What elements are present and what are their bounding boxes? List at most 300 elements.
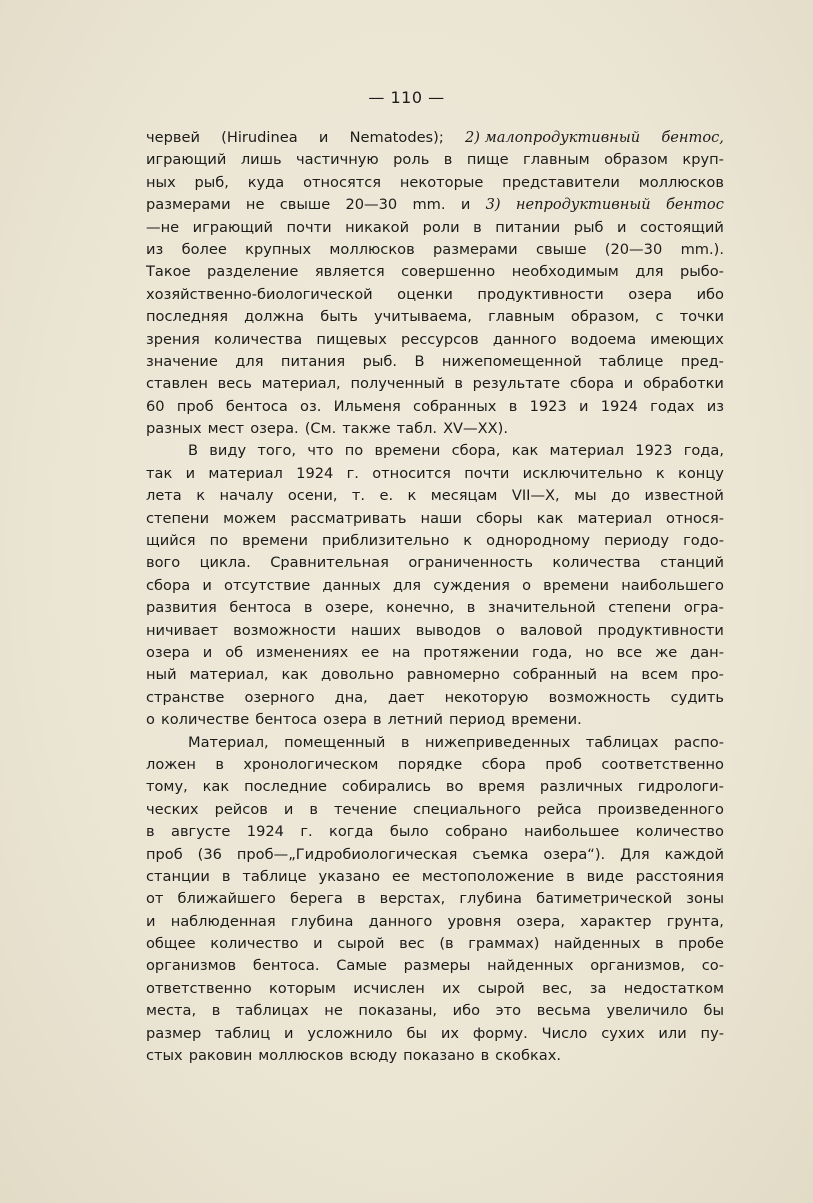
word: равномерно [406,666,500,684]
word: разделение [207,263,299,281]
word: значение [146,352,218,370]
word: сбора [146,576,191,594]
word: весьма [536,1002,591,1020]
text-line [146,821,724,843]
word: летний [387,711,443,729]
word: вого [146,554,181,572]
word: табл. [396,420,438,438]
word: времени. [511,711,582,729]
word: указано [318,867,381,885]
word: 1923 [529,397,567,415]
word: годо- [683,532,724,550]
word: во [445,778,464,796]
word: валовой [519,621,583,639]
text-line [146,575,724,597]
word: для [392,576,422,594]
word: данных [322,576,381,594]
text-line [146,239,724,261]
word: нижеприведенных [424,733,571,751]
word: хозяйственно-биологической [146,285,373,303]
word: к [407,487,417,505]
word: ответственно [146,979,252,997]
text-line [146,373,724,395]
word: для [235,352,264,370]
word: это [495,1002,522,1020]
word: количества [552,554,641,572]
word: ничивает [146,621,219,639]
word: бентоса [225,397,288,415]
word: материал [208,464,283,482]
word: рыб, [194,173,229,191]
word: организмов [146,957,237,975]
word: г. [300,823,313,841]
word: в [309,800,318,818]
word: в [466,599,476,617]
word: (Hirudinea [221,129,298,146]
word: рейсов [214,800,268,818]
word: данного [368,912,433,930]
word: представители [502,173,620,191]
word: моллюсков [638,173,724,191]
word: ибо [452,1002,481,1020]
text-line [146,284,724,306]
word: в [508,397,518,415]
word: найденных [487,957,574,975]
word: отсутствие [224,576,311,594]
word: должна [244,308,305,326]
word: Число [541,1024,588,1042]
word: 20—30 [345,196,398,214]
word: наибольшего [621,576,724,594]
word: суждения [433,576,510,594]
word: г. [346,464,359,482]
word: бентоса [229,599,292,617]
text-line [146,261,724,283]
word: озера“). [543,845,606,863]
word: почти [286,218,332,236]
word: в [654,935,664,953]
word: всем [641,666,679,684]
word: значительной [487,599,596,617]
word: цикла. [199,554,251,572]
word: относятся [303,173,382,191]
word: в [443,151,453,169]
word: играющий [192,218,273,236]
text-line [146,732,724,754]
word: относя- [666,509,724,527]
word: которым [268,979,336,997]
word: усложнило [307,1024,393,1042]
word: и [185,464,196,482]
word: в [221,867,231,885]
text-line [146,329,724,351]
word: количество [210,935,299,953]
word: за [589,979,607,997]
word: грунта, [666,912,724,930]
word: каждой [664,845,724,863]
word: и [617,218,627,236]
text-line [146,149,724,171]
word: как [202,778,230,796]
word: проб [146,845,183,863]
word: известной [644,487,724,505]
word: помещенный [284,733,386,751]
word: со- [701,957,724,975]
text-line [146,508,724,530]
word: наши [420,509,462,527]
word: размер [146,1024,202,1042]
word: лишь [240,151,282,169]
word: организмов, [590,957,685,975]
word: показаны, [358,1002,438,1020]
word: протяжении [423,643,520,661]
word: и [460,196,471,214]
word: найденных [554,935,641,953]
word: рессурсов [400,330,479,348]
word: учитываема, [374,308,472,326]
text-line [146,866,724,888]
word: увеличило [606,1002,688,1020]
word: материал [577,509,652,527]
word: размерами [146,196,231,214]
word: рейса [536,800,582,818]
word: же [655,643,678,661]
word: количества [213,330,303,348]
word: ческих [146,800,199,818]
word: как [511,442,539,460]
text-line [146,530,724,552]
word: образом, [570,308,640,326]
word: раковин [188,1047,253,1065]
word: бентоса [255,711,318,729]
word: (36 [197,845,222,863]
word: когда [329,823,374,841]
word: мы [574,487,597,505]
word: озера [628,285,673,303]
word: наших [350,621,401,639]
word: 1924 [600,397,638,415]
text-line [146,552,724,574]
word: на [609,666,629,684]
word: специального [413,800,521,818]
text-line [146,172,724,194]
word: озерного [244,688,315,706]
word: Сравнительная [270,554,389,572]
word: по [344,442,364,460]
word: весь [217,375,252,393]
word: главным [488,308,555,326]
word: проб [545,755,582,773]
word: выводов [415,621,482,639]
text-line [146,1045,724,1067]
word: берега [289,890,343,908]
word: играющий [146,151,227,169]
word: станции [146,867,210,885]
word: в [215,755,224,773]
word: также [342,420,391,438]
word: и [318,129,329,146]
word: но [585,643,604,661]
word: полученный [350,375,445,393]
word: и [284,1024,294,1042]
word: более [181,240,227,258]
word: про- [690,666,724,684]
word: щийся [146,532,196,550]
word: состоящий [640,218,724,236]
text-line [146,799,724,821]
word: станций [660,554,724,572]
word: батиметрической [536,890,673,908]
word: и [283,800,294,818]
word: свыше [535,240,587,258]
word: водоема [570,330,637,348]
word: вес [399,935,425,953]
word: в [454,375,463,393]
word: материал [549,442,624,460]
word: результате [472,375,561,393]
word: Ильменя [333,397,401,415]
word: необходимым [511,263,619,281]
word: недостатком [623,979,724,997]
word: 1924 [296,464,334,482]
word: Для [620,845,650,863]
word: так [146,464,173,482]
word: моллюсков [258,1047,344,1065]
word: дна, [334,688,368,706]
word: съемка [472,845,529,863]
word: дает [387,688,425,706]
word: бентос, [661,129,724,146]
word: е. [379,487,394,505]
word: главным [523,151,590,169]
word: зоны [686,890,724,908]
word: XV—XX). [443,420,508,438]
word: имеющих [650,330,724,348]
paragraph [146,440,724,731]
word: озера, [516,912,565,930]
word: Nematodes); [349,129,444,146]
word: последняя [146,308,228,326]
word: порядке [397,755,463,773]
word: с [655,308,664,326]
word: образом [604,151,668,169]
text-line [146,687,724,709]
word: виде [586,867,624,885]
word: бентоса. [252,957,320,975]
text-line [146,440,724,462]
word: августе [171,823,231,841]
word: граммах) [468,935,540,953]
word: месяцам [430,487,498,505]
word: показано [403,1047,475,1065]
word: таблицах [235,1002,309,1020]
word: 1923 [635,442,673,460]
word: пу- [700,1024,724,1042]
word: является [314,263,385,281]
word: периоду [604,532,670,550]
word: не [245,196,265,214]
word: сбора [481,755,526,773]
word: в [211,1002,221,1020]
word: и [579,397,589,415]
word: в [566,867,575,885]
word: никакой [345,218,410,236]
word: скобках. [495,1047,561,1065]
word: из [706,397,724,415]
word: рыбо- [679,263,724,281]
word: сухих [601,1024,645,1042]
word: зрения [146,330,200,348]
word: годах [650,397,695,415]
text-line [146,396,724,418]
word: обработки [643,375,724,393]
word: червей [146,129,200,146]
word: сборы [475,509,523,527]
word: дан- [690,643,724,661]
word: т. [351,487,366,505]
word: питании [495,218,561,236]
word: различных [539,778,623,796]
word: мест [207,420,245,438]
word: пробе [678,935,724,953]
word: и [202,576,212,594]
word: гидрологи- [637,778,724,796]
word: сбора [569,375,615,393]
word: времени [374,442,441,460]
body-text [146,127,724,1067]
word: данного [492,330,557,348]
word: их [442,979,461,997]
word: расстояния [635,867,724,885]
word: Материал, [188,733,269,751]
paragraph [146,127,724,440]
word: того, [257,442,297,460]
word: хронологическом [243,755,379,773]
word: пред- [680,352,724,370]
text-line [146,351,724,373]
word: приблизительно [322,532,450,550]
word: сырой [477,979,525,997]
word: исчислен [353,979,425,997]
word: разных [146,420,202,438]
word: продуктивности [477,285,604,303]
word: крупных [245,240,312,258]
word: довольно [321,666,394,684]
word: и [313,935,323,953]
word: роль [393,151,430,169]
word: к [463,532,473,550]
word: соответственно [601,755,724,773]
word: огра- [683,599,724,617]
word: продуктивности [597,621,724,639]
word: в [373,711,382,729]
word: количество [635,823,724,841]
word: по [209,532,229,550]
word: возможности [233,621,336,639]
word: бы [703,1002,724,1020]
text-line [146,776,724,798]
word: некоторые [399,173,484,191]
word: ных [146,173,176,191]
word: быть [320,308,358,326]
word: проб—„Гидробиологическая [236,845,458,863]
word: об [225,643,244,661]
text-line [146,597,724,619]
text-line [146,485,724,507]
word: размеры [403,957,471,975]
word: и [146,912,156,930]
word: озера [146,643,190,661]
word: распо- [674,733,724,751]
word: и [623,375,634,393]
word: изменениях [256,643,349,661]
word: материал, [261,375,341,393]
word: период [448,711,506,729]
word: собранных [413,397,497,415]
text-line [146,620,724,642]
word: местоположение [421,867,555,885]
text-line [146,1023,724,1045]
word: размерами [433,240,518,258]
word: оценки [397,285,453,303]
word: о [495,621,505,639]
word: времени [543,576,610,594]
word: странстве [146,688,225,706]
text-line [146,911,724,933]
word: из [146,240,164,258]
word: собранный [512,666,598,684]
word: о [522,576,531,594]
word: пищевых [316,330,387,348]
text-line [146,194,724,216]
page-number: — 110 — [368,88,445,107]
word: тому, [146,778,188,796]
word: собрано [445,823,508,841]
word: от [146,890,164,908]
word: места, [146,1002,197,1020]
word: что [307,442,334,460]
word: куда [247,173,285,191]
word: исключительно [522,464,643,482]
word: для [635,263,664,281]
word: питания [280,352,346,370]
word: сырой [337,935,385,953]
word: время [478,778,525,796]
word: моллюсков [329,240,415,258]
word: собирались [341,778,431,796]
text-line [146,709,724,731]
word: таблиц [215,1024,271,1042]
word: совершенно [401,263,496,281]
word: рыб. [362,352,398,370]
word: рассматривать [290,509,407,527]
word: последние [244,778,327,796]
word: форму. [472,1024,528,1042]
word: ставлен [146,375,208,393]
word: бентос [665,196,724,214]
text-line [146,844,724,866]
word: почти [464,464,510,482]
text-line [146,933,724,955]
word: наибольшее [524,823,620,841]
text-line [146,217,724,239]
word: относится [372,464,451,482]
word: 3) [485,196,501,214]
text-line [146,642,724,664]
word: (в [439,935,454,953]
word: VII—X, [511,487,560,505]
word: конечно, [386,599,455,617]
